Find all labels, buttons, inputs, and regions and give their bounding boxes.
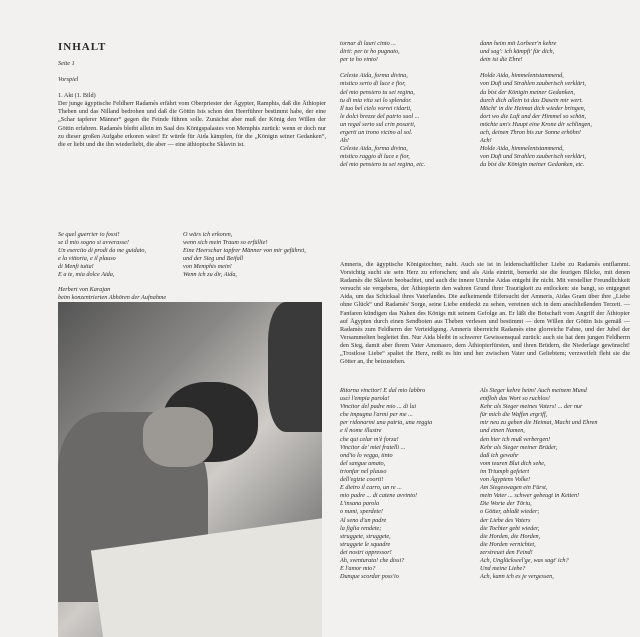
page-title: INHALT: [58, 41, 107, 53]
verse-line: struggete le squadre: [340, 540, 391, 548]
verse-line: im Triumph gefeiert: [480, 467, 530, 475]
verse-line: vom teuren Blut dich sehe,: [480, 459, 546, 467]
verse-line: die Horden vernichtet,: [480, 540, 536, 548]
verse-line: Am Siegeswagen ein Fürst,: [480, 484, 548, 492]
verse-line: dei nostri oppressor!: [340, 548, 392, 556]
synopsis-section: [340, 261, 630, 366]
verse-line: Il tuo bel cielo vorrei ridarti,: [340, 104, 412, 112]
verse-line: Ach, kann ich es je vergessen,: [480, 573, 554, 581]
verse-line: mistico raggio di luce e fior,: [340, 153, 410, 161]
verse-line: del mio pensiero tu sei regina, etc.: [340, 161, 426, 169]
verse-line: Ach, Unglückseel'ge, was sagt' ich?: [480, 556, 569, 564]
verse-line: E a te, mia dolce Aida,: [58, 271, 115, 279]
verse-line: L'insana parola: [340, 500, 380, 508]
synopsis-paragraph: Amneris, die ägyptische Königstochter, naht. Auch sie ist in leidenschaftlicher Liebe zu Radamès entflammt. Vorsichtig sucht sie sein Herz zu erforschen; und als Aida eintritt, bemerkt sie die feurigen Blicke, mit denen Radamès die Sklavin beobachtet, und auch die innere Unruhe Aidas entgeht ihr nicht. Mit verstellter Freundlichkeit versucht sie vergebens, der Äthiopierin den wahren Grund ihrer Traurigkeit zu entlocken: sie bangt, so entgegnet Aida, um das Schicksal ihres Vaterlandes. Die aufkeimende Eifersucht der Amneris, Aidas Gram über ihre „Liebe ohne Glück“ und Radamès' Sorge, seine Liebe entdeckt zu sehen, vereinen sich in dem anschließenden Terzett. — Fanfaren kündigen das Nahen des Königs mit seinem Gefolge an. Er läßt die Botschaft vom Angriff der Äthiopier auf Ägypten durch einen Sendboten aus Theben verlesen und bestimmt — dem Willen der Göttin Isis gemäß — Radamès zum Feldherrn der Verteidigung. Amneris überreicht Radamès eine glorreiche Fahne, und der Jubel der Versammelten begleitet ihn. Nur Aida bleibt in schwerer Gewissensqual zurück: auch sie hat dem jungen Feldherrn den Sieg, damit aber ihrem Vater Amonasro, dem Äthiopierfürsten, und ihren Brüdern, die Niederlage gewünscht! „Trostlose Liebe“ spaltet ihr Herz, reißt es hin und her zwischen Vater und Geliebtem; verzweifelt fleht sie die Götter an, ihr beizustehen.: [340, 261, 630, 366]
verse-line: die Horden, die Horden,: [480, 532, 541, 540]
verse-line: per ridonarmi una patria, una reggia: [340, 419, 433, 427]
verse-line: [340, 64, 480, 72]
verse-line: e il nome illustre: [340, 427, 382, 435]
verse-line: Ritorna vincitor! E dal mio labbro: [340, 387, 426, 394]
verse-line: dell'egizie coorti!: [340, 476, 384, 484]
verse-line: o numi, sperdete!: [340, 508, 383, 516]
aria-italian-bottom: [340, 387, 480, 581]
verse-line: mio padre ... di catene avvinto!: [340, 492, 418, 500]
caption-name: Herbert von Karajan: [58, 286, 111, 293]
verse-line: se il mio sogno si avverasse!: [58, 239, 129, 247]
verse-line: o Götter, ablaßt wieder;: [480, 508, 540, 516]
verse-line: mistico serto di luce e fior,: [340, 80, 406, 88]
verse-line: Holde Aida, himmelentstammend,: [480, 145, 564, 153]
aria-italian-top: [340, 40, 480, 170]
verse-line: Möcht' in die Heimat dich wieder bringen,: [480, 104, 586, 112]
verse-line: trionfar nel plauso: [340, 467, 387, 475]
verse-line: Ach!: [480, 137, 492, 145]
verse-line: von Memphis mein!: [183, 263, 232, 271]
verse-line: un regal serto sul crin posarti,: [340, 120, 416, 128]
verse-line: dann heim mit Lorbeer'n kehre: [480, 40, 557, 47]
verse-line: zerstreuet den Feind!: [480, 548, 533, 556]
photo-caption: [58, 286, 318, 302]
verse-line: tu di mia vita sei lo splendor.: [340, 96, 412, 104]
verse-line: daß ich gewahr: [480, 451, 519, 459]
verse-line: Die Worte der Töriu,: [480, 500, 532, 508]
verse-line: del mio pensiero tu sei regina,: [340, 88, 415, 96]
verse-line: du bist der Königin meiner Gedanken,: [480, 88, 575, 96]
verse-line: und sag': ich kämpft' für dich,: [480, 48, 555, 56]
verse-line: uscì l'empia parola!: [340, 395, 390, 403]
verse-line: möchte um's Haupt eine Krone dir schlingen,: [480, 120, 592, 128]
verse-line: Celeste Aida, forma divina,: [340, 72, 408, 80]
verse-line: ond'io lo vegga, tinto: [340, 451, 393, 459]
verse-line: che qui celar m'è forza!: [340, 435, 399, 443]
aria-german-bottom: [480, 387, 630, 581]
poem-german: [183, 231, 328, 280]
verse-line: du bist die Königin meiner Gedanken, etc.: [480, 161, 585, 169]
verse-line: Eine Heerschar tapfrer Männer von mir geführet,: [183, 247, 306, 255]
background-figure: [268, 302, 322, 432]
verse-line: O wärs ich erkoren,: [183, 231, 233, 238]
aria-german-top: [480, 40, 630, 170]
verse-line: entfloh das Wort so ruchlos!: [480, 395, 550, 403]
verse-line: mir neu zu geben die Heimat, Macht und Ehren: [480, 419, 598, 427]
verse-line: che impugna l'armi per me ...: [340, 411, 413, 419]
verse-line: Celeste Aida, forma divina,: [340, 145, 408, 153]
verse-line: tornar di lauri cinto ...: [340, 40, 396, 47]
verse-line: dein ist die Ehre!: [480, 56, 523, 64]
verse-line: di Menfi tutta!: [58, 263, 94, 271]
verse-line: den hier ich muß verbergen!: [480, 435, 551, 443]
verse-line: dort wo die Luft und der Himmel so schön,: [480, 112, 587, 120]
verse-line: struggete, struggete,: [340, 532, 391, 540]
verse-line: del sangue amato,: [340, 459, 386, 467]
verse-line: Als Sieger kehre heim! Auch meinem Mund: [480, 387, 587, 394]
side-label: Seite 1: [58, 60, 75, 67]
verse-line: [480, 64, 630, 72]
verse-line: Kehr als Sieger meiner Brüder,: [480, 443, 558, 451]
verse-line: von Duft und Strahlen zauberisch verklärt,: [480, 80, 586, 88]
verse-line: e la vittoria, e il plauso: [58, 255, 116, 263]
verse-line: la figlia rendete;: [340, 524, 382, 532]
act-label: 1. Akt (1. Bild): [58, 92, 96, 100]
verse-line: Un esercito di prodi da me guidato,: [58, 247, 147, 255]
verse-line: wenn sich mein Traum so erfüllte!: [183, 239, 268, 247]
verse-line: E dietro il carro, un re ...: [340, 484, 402, 492]
verse-line: für mich die Waffen ergriff,: [480, 411, 548, 419]
verse-line: und einen Namen,: [480, 427, 525, 435]
verse-line: ergerti un trono vicino al sol.: [340, 129, 413, 137]
verse-line: Kehr als Sieger meines Vaters! ... der nur: [480, 403, 583, 411]
verse-line: Wenn ich zu dir, Aida,: [183, 271, 237, 279]
verse-line: E l'amor mio?: [340, 565, 376, 573]
verse-line: dirti: per te ho pugnato,: [340, 48, 400, 56]
verse-line: Vincitor del padre mio ... di lui: [340, 403, 417, 411]
verse-line: Und meine Liebe?: [480, 565, 526, 573]
verse-line: Dunque scordar poss'io: [340, 573, 399, 581]
figure-face: [143, 407, 213, 467]
verse-line: der Liebe des Vaters: [480, 516, 531, 524]
verse-line: Se quel guerrier io fossi!: [58, 231, 120, 238]
intro-paragraph: Der junge ägyptische Feldherr Radamès erfährt vom Oberpriester der Ägypter, Ramphis, daß die Äthiopier Theben und das Nilland bedrohen und daß die Göttin Isis schon den Heerführer bestimmt habe, der eine „Schar tapferer Männer“ gegen die Feinde führen solle. Zunächst aber muß der König den Willen der Göttin erfahren. Radamès bleibt allein im Saal des Königspalastes von Memphis zurück: wenn er doch nur zu dieser großen Aufgabe erkoren wäre! Er würde für Aida kämpfen, für die „Königin seiner Gedanken“, die er liebt und die ihn wiederliebt, die aber — eine äthiopische Sklavin ist.: [58, 100, 326, 148]
verse-line: per te ho vinto!: [340, 56, 378, 64]
verse-line: ach, deinen Thron bis zur Sonne erhöhn!: [480, 129, 581, 137]
intro-section: [58, 60, 326, 149]
verse-line: Ah, sventurata! che dissi?: [340, 556, 405, 564]
verse-line: von Duft und Strahlen zauberisch verklärt,: [480, 153, 586, 161]
verse-line: Ah!: [340, 137, 349, 145]
verse-line: Al seno d'un padre: [340, 516, 387, 524]
verse-line: le dolci brezze del patrio suol ...: [340, 112, 420, 120]
verse-line: von Ägyptens Volke!: [480, 476, 531, 484]
verse-line: Vincitor de' miei fratelli ...: [340, 443, 406, 451]
verse-line: die Tochter gebt wieder,: [480, 524, 540, 532]
verse-line: und der Sieg und Beifall: [183, 255, 244, 263]
verse-line: Holde Aida, himmelentstammend,: [480, 72, 564, 80]
verse-line: durch dich allein ist das Dasein mir wert.: [480, 96, 583, 104]
caption-description: beim konzentrierten Abhören der Aufnahme: [58, 294, 167, 302]
verse-line: mein Vater ... schwer gebeugt in Ketten!: [480, 492, 580, 500]
poem-italian: [58, 231, 180, 280]
conductor-photo: [58, 302, 322, 637]
vorspiel-label: Vorspiel: [58, 76, 79, 84]
